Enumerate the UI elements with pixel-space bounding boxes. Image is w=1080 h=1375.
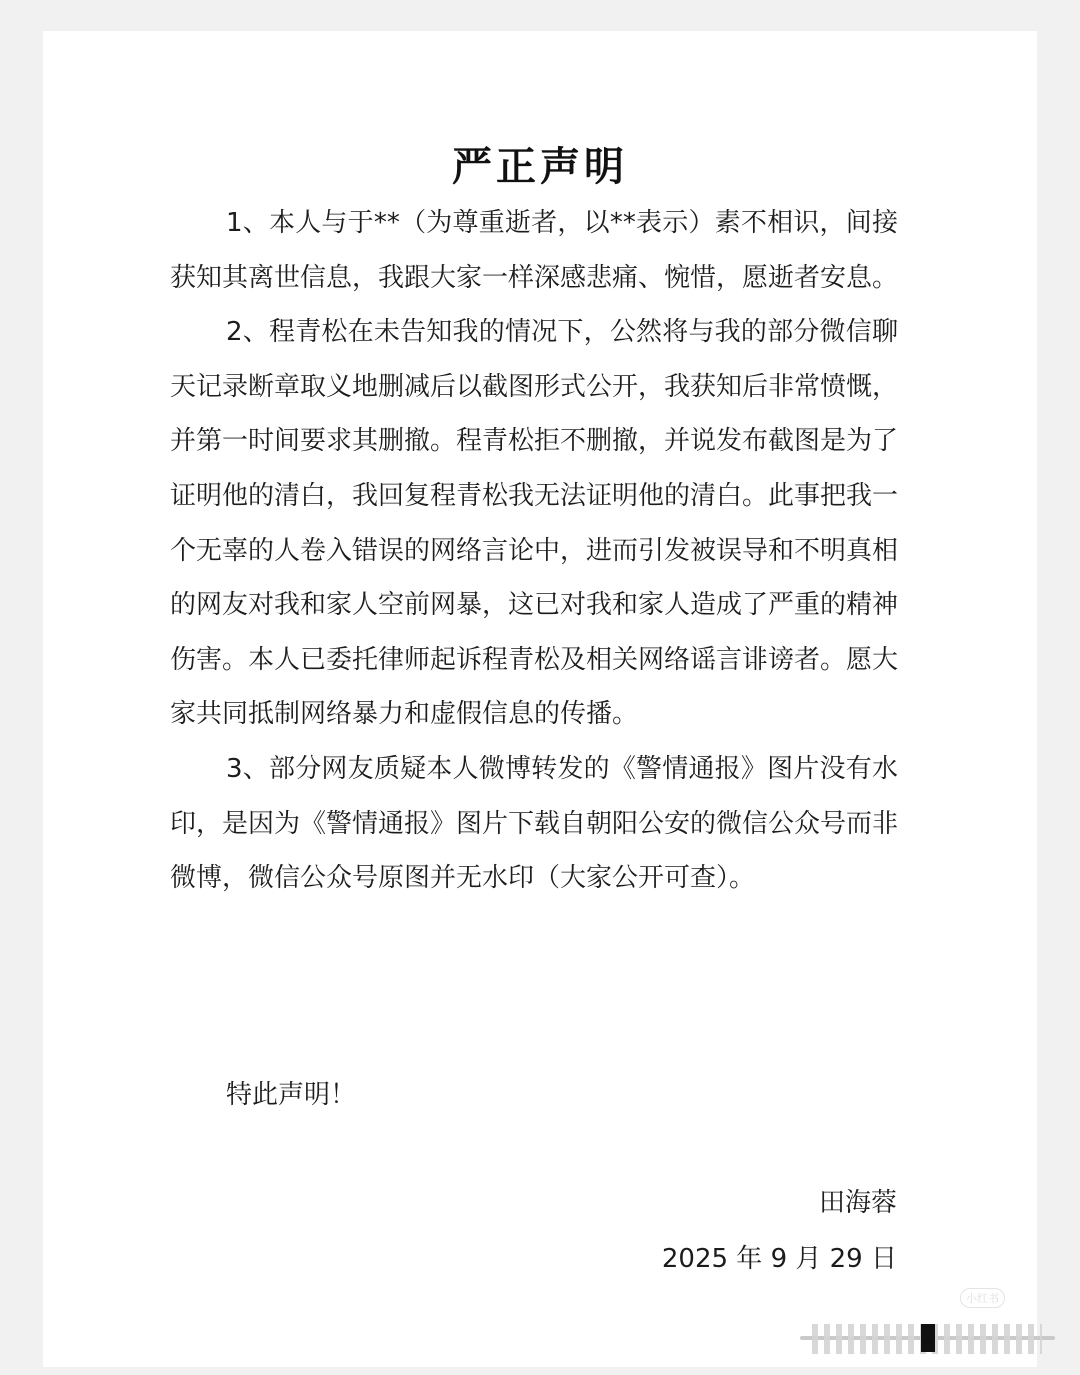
statement-date: 2025 年 9 月 29 日 <box>661 1244 897 1274</box>
document-page <box>43 31 1037 1367</box>
scrubbar-handle[interactable] <box>921 1324 935 1352</box>
closing-statement: 特此声明！ <box>226 1080 357 1110</box>
paragraph-2: 2、程青松在未告知我的情况下，公然将与我的部分微信聊天记录断章取义地删减后以截图形式公开，我获知后非常愤慨，并第一时间要求其删撤。程青松拒不删撤，并说发布截图是为了证明他的清白，我回复程青松我无法证明他的清白。此事把我一个无辜的人卷入错误的网络言论中，进而引发被误导和不明真相的网友对我和家人空前网暴，这已对我和家人造成了严重的精神伤害。本人已委托律师起诉程青松及相关网络谣言诽谤者。愿大家共同抵制网络暴力和虚假信息的传播。 <box>170 317 899 730</box>
document-body <box>170 196 898 906</box>
signature-name: 田海蓉 <box>818 1188 897 1218</box>
paragraph-3: 3、部分网友质疑本人微博转发的《警情通报》图片没有水印，是因为《警情通报》图片下载自朝阳公安的微信公众号而非微博，微信公众号原图并无水印（大家公开可查）。 <box>170 753 899 894</box>
image-scrubbar[interactable] <box>800 1324 1060 1354</box>
paragraph-1: 1、本人与于**（为尊重逝者，以**表示）素不相识，间接获知其离世信息，我跟大家一样深感悲痛、惋惜，愿逝者安息。 <box>170 208 899 293</box>
watermark-logo: 小红书 <box>960 1288 1005 1308</box>
document-title: 严正声明 <box>452 144 628 190</box>
